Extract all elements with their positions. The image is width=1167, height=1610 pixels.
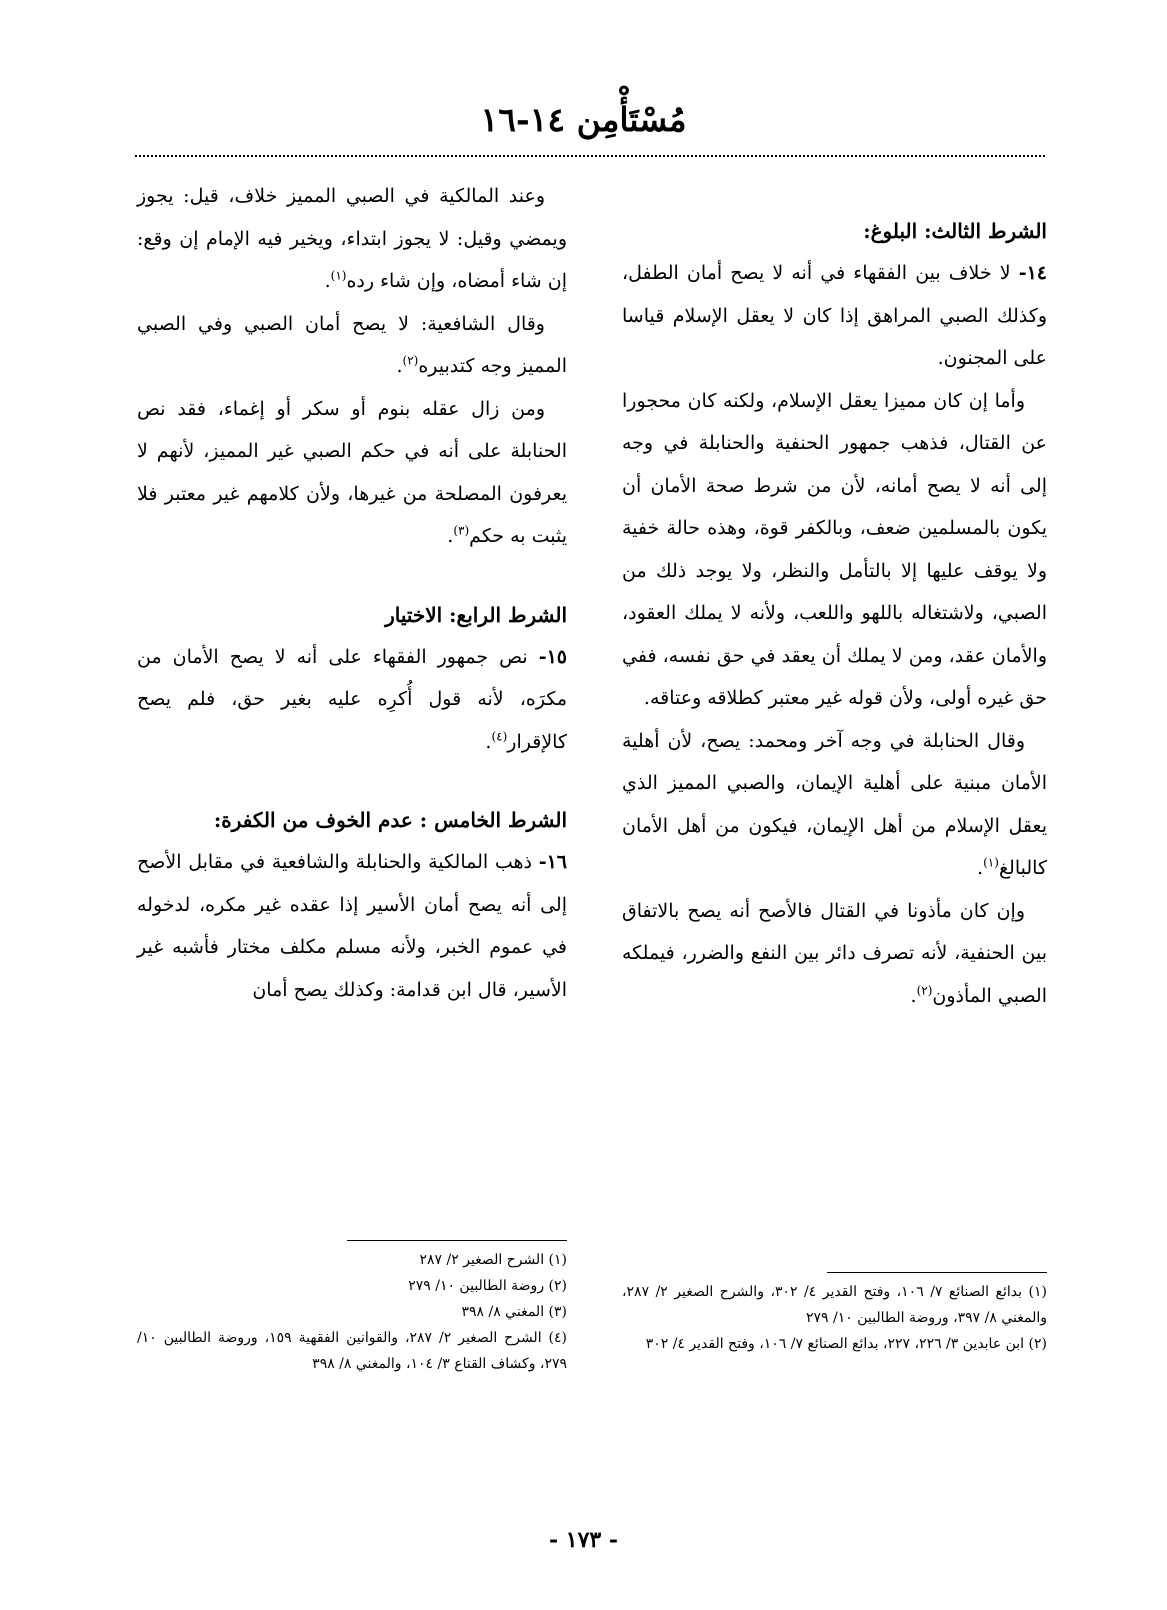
footnote: (١) الشرح الصغير ٢/ ٢٨٧	[419, 1252, 567, 1268]
paragraph: ومن زال عقله بنوم أو سكر أو إغماء، فقد نص الحنابلة على أنه في حكم الصبي غير المميز، لأنهم لا يعرفون المصلحة من غيرها، ولأن كلامهم غير معتبر فلا يثبت به حكم$^{(٣)}$.	[137, 397, 567, 547]
paragraph-text: وعند المالكية في الصبي المميز خلاف، قيل: يجوز ويمضي وقيل: لا يجوز ابتداء، ويخير فيه الإمام إن وقع: إن شاء أمضاه، وإن شاء رده	[137, 185, 567, 292]
page-number: - ١٧٣ -	[548, 1527, 619, 1553]
paragraph-text: نص جمهور الفقهاء على أنه لا يصح الأمان من مكرَه، لأنه قول أُكرِه عليه بغير حق، فلم يصح كالإقرار	[137, 645, 567, 753]
footnote-rule	[347, 1240, 567, 1241]
section-heading-third-condition: الشرط الثالث: البلوغ:	[863, 219, 1047, 243]
paragraph-text: ومن زال عقله بنوم أو سكر أو إغماء، فقد نص الحنابلة على أنه في حكم الصبي غير المميز، لأنهم لا يعرفون المصلحة من غيرها، ولأن كلامهم غير معتبر فلا يثبت به حكم	[137, 397, 567, 547]
paragraph-text: وقال الحنابلة في وجه آخر ومحمد: يصح، لأن أهلية الأمان مبنية على أهلية الإيمان، والصبي المميز الذي يعقل الإسلام من أهل الإيمان، فيكون من أهل الأمان كالبالغ	[622, 729, 1047, 879]
spacer	[137, 763, 567, 799]
paragraph: وإن كان مأذونا في القتال فالأصح أنه يصح بالاتفاق بين الحنفية، لأنه تصرف دائر بين النفع والضرر، فيملكه الصبي المأذون$^{(٢)}$.	[622, 899, 1047, 1007]
paragraph-text: ذهب المالكية والحنابلة والشافعية في مقابل الأصح إلى أنه يصح أمان الأسير إذا عقده غير مكره، لدخوله في عموم الخبر، ولأنه مسلم مكلف مختار فأشبه غير الأسير، قال ابن قدامة: وكذلك يصح أمان	[137, 851, 567, 1001]
footnote-ref: (١)	[330, 268, 347, 283]
paragraph-text: وقال الشافعية: لا يصح أمان الصبي وفي الصبي المميز وجه كتدبيره	[137, 312, 567, 377]
footnote: (٢) روضة الطالبين ١٠/ ٢٧٩	[408, 1278, 567, 1294]
paragraph-15: ١٥- نص جمهور الفقهاء على أنه لا يصح الأمان من مكرَه، لأنه قول أُكرِه عليه بغير حق، فلم يصح كالإقرار$^{(٤)}$.	[137, 645, 567, 753]
footnote-rule	[827, 1272, 1047, 1273]
footnote: (١) بدائع الصنائع ٧/ ١٠٦، وفتح القدير ٤/ ٣٠٢، والشرح الصغير ٢/ ٢٨٧، والمغني ٨/ ٣٩٧، وروضة الطالبين ١٠/ ٢٧٩	[622, 1284, 1047, 1326]
footnotes-left	[137, 1240, 567, 1377]
paragraph-number: ١٦-	[538, 851, 567, 873]
footnote: (٢) ابن عابدين ٣/ ٢٢٦، ٢٢٧، بدائع الصنائع ٧/ ١٠٦، وفتح القدير ٤/ ٣٠٢	[645, 1336, 1047, 1352]
paragraph-14	[622, 252, 1047, 380]
footnotes-right	[622, 1272, 1047, 1357]
footnote: (٤) الشرح الصغير ٢/ ٢٨٧، والقوانين الفقهية ١٥٩، وروضة الطالبين ١٠/ ٢٧٩، وكشاف القناع ٣/ ١٠٤، والمغني ٨/ ٣٩٨	[137, 1330, 568, 1372]
section-heading-fourth-condition: الشرط الرابع: الاختيار	[385, 602, 567, 627]
header-dotted-rule	[135, 155, 1045, 157]
footnote-ref: (٢)	[402, 353, 419, 368]
right-column	[622, 210, 1047, 1017]
paragraph: وعند المالكية في الصبي المميز خلاف، قيل: يجوز ويمضي وقيل: لا يجوز ابتداء، ويخير فيه الإمام إن وقع: إن شاء أمضاه، وإن شاء رده$^{(١)}$.	[137, 185, 567, 292]
paragraph-text: وإن كان مأذونا في القتال فالأصح أنه يصح بالاتفاق بين الحنفية، لأنه تصرف دائر بين النفع والضرر، فيملكه الصبي المأذون	[622, 899, 1047, 1007]
paragraph-text: لا خلاف بين الفقهاء في أنه لا يصح أمان الطفل، وكذلك الصبي المراهق إذا كان لا يعقل الإسلام قياسا على المجنون.	[622, 262, 1047, 369]
footnote: (٣) المغني ٨/ ٣٩٨	[461, 1304, 567, 1320]
spacer	[137, 558, 567, 594]
section-heading-fifth-condition: الشرط الخامس : عدم الخوف من الكفرة:	[213, 808, 567, 832]
footnote-ref: (٣)	[453, 523, 470, 538]
footnote-ref: (٢)	[916, 983, 933, 998]
left-column	[137, 175, 567, 1011]
paragraph: وقال الشافعية: لا يصح أمان الصبي وفي الصبي المميز وجه كتدبيره$^{(٢)}$.	[137, 312, 567, 377]
paragraph-16	[137, 841, 567, 1011]
paragraph: وقال الحنابلة في وجه آخر ومحمد: يصح، لأن أهلية الأمان مبنية على أهلية الإيمان، والصبي المميز الذي يعقل الإسلام من أهل الإيمان، فيكون من أهل الأمان كالبالغ$^{(١)}$.	[622, 729, 1047, 879]
footnote-ref: (٤)	[491, 729, 508, 744]
paragraph: وأما إن كان مميزا يعقل الإسلام، ولكنه كان محجورا عن القتال، فذهب جمهور الحنفية والحنابلة في وجه إلى أنه لا يصح أمانه، لأن من شرط صحة الأمان أن يكون بالمسلمين ضعف، وبالكفر قوة، وهذه حالة خفية ولا يوقف عليها إلا بالتأمل والنظر، ولا يوجد ذلك من الصبي، ولاشتغاله باللهو واللعب، ولأنه لا يملك العقود، والأمان عقد، ومن لا يملك أن يعقد في حق نفسه، ففي حق غيره أولى، ولأن قوله غير معتبر كطلاقه وعتاقه.	[622, 389, 1048, 709]
page-title: مُسْتَأْمِن ١٤-١٦	[480, 100, 687, 139]
paragraph-number: ١٤-	[1018, 262, 1047, 284]
paragraph-number: ١٥-	[538, 645, 567, 668]
footnote-ref: (١)	[983, 855, 999, 870]
